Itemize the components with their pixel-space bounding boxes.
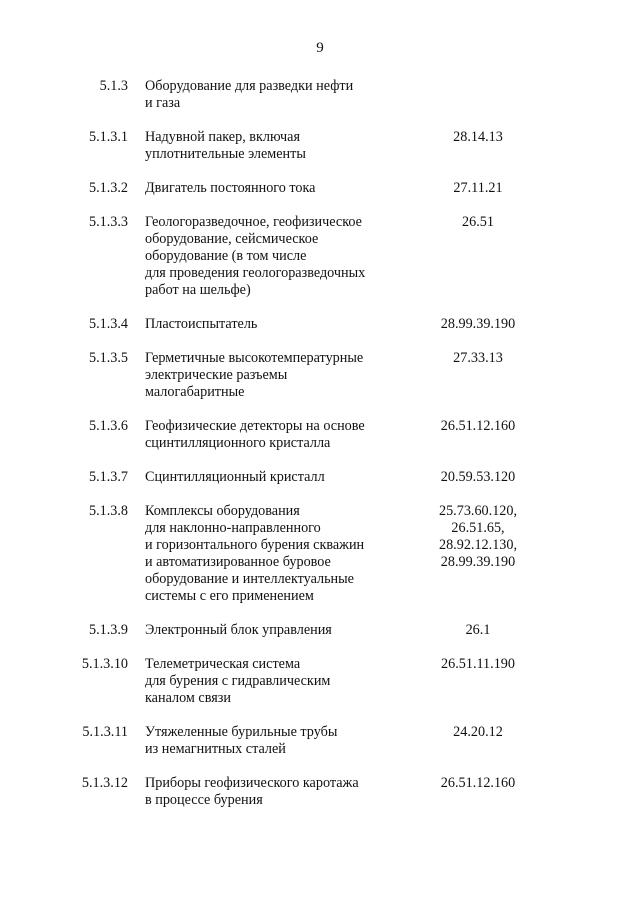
entry-description	[145, 350, 405, 401]
entry-code	[405, 180, 551, 197]
entry-description	[145, 316, 405, 333]
entry-row	[0, 180, 640, 197]
description-line: из немагнитных сталей	[145, 741, 286, 757]
entry-code	[405, 622, 551, 639]
entry-number: 5.1.3.12	[81, 775, 128, 791]
entry-code	[405, 214, 551, 231]
entry-row	[0, 214, 640, 299]
code-line: 28.14.13	[453, 129, 503, 145]
description-line: Герметичные высокотемпературные	[145, 350, 364, 366]
description-line: и горизонтального бурения скважин	[145, 537, 365, 553]
description-line: оборудование и интеллектуальные	[145, 571, 354, 587]
description-line: Двигатель постоянного тока	[145, 180, 316, 196]
description-line: Сцинтилляционный кристалл	[145, 469, 325, 485]
entry-description	[145, 469, 405, 486]
entry-description	[145, 129, 405, 163]
description-line: Электронный блок управления	[145, 622, 332, 638]
description-line: оборудование (в том числе	[145, 248, 307, 264]
entry-code	[405, 418, 551, 435]
description-line: в процессе бурения	[145, 792, 263, 808]
description-line: каналом связи	[145, 690, 231, 706]
code-line: 27.11.21	[453, 180, 503, 196]
entry-code	[405, 724, 551, 741]
code-line: 28.92.12.130,	[438, 537, 518, 553]
code-line: 20.59.53.120	[440, 469, 516, 485]
entry-row	[0, 724, 640, 758]
description-line: Утяжеленные бурильные трубы	[145, 724, 338, 740]
code-line: 26.51.11.190	[441, 656, 515, 672]
entry-code	[405, 350, 551, 367]
description-line: Надувной пакер, включая	[145, 129, 300, 145]
entry-code	[405, 503, 551, 571]
entry-row	[0, 503, 640, 605]
entry-row	[0, 469, 640, 486]
code-line: 26.1	[465, 622, 491, 638]
entry-number: 5.1.3.9	[88, 622, 128, 638]
code-line: 26.51	[462, 214, 494, 230]
description-line: Комплексы оборудования	[145, 503, 300, 519]
entry-row	[0, 418, 640, 452]
entry-description	[145, 622, 405, 639]
code-line: 28.99.39.190	[440, 554, 516, 570]
code-line: 26.51.12.160	[440, 418, 516, 434]
entries-table	[0, 78, 640, 826]
entry-code	[405, 129, 551, 146]
entry-number: 5.1.3	[99, 78, 128, 94]
entry-description	[145, 503, 405, 605]
description-line: Пластоиспытатель	[145, 316, 258, 332]
description-line: Оборудование для разведки нефти	[145, 78, 354, 94]
description-line: уплотнительные элементы	[145, 146, 306, 162]
entry-description	[145, 656, 405, 707]
description-line: электрические разъемы	[145, 367, 288, 383]
description-line: Геофизические детекторы на основе	[145, 418, 365, 434]
entry-number: 5.1.3.6	[88, 418, 128, 434]
code-line: 26.51.12.160	[440, 775, 516, 791]
entry-row	[0, 622, 640, 639]
entry-description	[145, 418, 405, 452]
description-line: для проведения геологоразведочных	[145, 265, 366, 281]
description-line: системы с его применением	[145, 588, 314, 604]
entry-row	[0, 129, 640, 163]
entry-number: 5.1.3.10	[81, 656, 128, 672]
entry-number: 5.1.3.4	[88, 316, 128, 332]
description-line: работ на шельфе)	[145, 282, 251, 298]
entry-row	[0, 78, 640, 112]
entry-number: 5.1.3.7	[88, 469, 128, 485]
entry-number: 5.1.3.5	[88, 350, 128, 366]
entry-row	[0, 775, 640, 809]
entry-description	[145, 724, 405, 758]
entry-number: 5.1.3.3	[88, 214, 128, 230]
entry-description	[145, 775, 405, 809]
code-line: 27.33.13	[453, 350, 503, 366]
code-line: 24.20.12	[453, 724, 503, 740]
code-line: 28.99.39.190	[440, 316, 516, 332]
description-line: Приборы геофизического каротажа	[145, 775, 359, 791]
page-number: 9	[316, 40, 324, 56]
entry-number: 5.1.3.2	[88, 180, 128, 196]
entry-row	[0, 656, 640, 707]
description-line: и автоматизированное буровое	[145, 554, 331, 570]
entry-row	[0, 350, 640, 401]
description-line: для наклонно-направленного	[145, 520, 321, 536]
entry-code	[405, 656, 551, 673]
entry-number: 5.1.3.8	[88, 503, 128, 519]
description-line: и газа	[145, 95, 181, 111]
entry-code	[405, 775, 551, 792]
description-line: сцинтилляционного кристалла	[145, 435, 331, 451]
code-line: 25.73.60.120,	[438, 503, 518, 519]
entry-number: 5.1.3.11	[82, 724, 128, 740]
entry-code	[405, 316, 551, 333]
description-line: для бурения с гидравлическим	[145, 673, 331, 689]
description-line: Телеметрическая система	[145, 656, 301, 672]
entry-code	[405, 469, 551, 486]
entry-description	[145, 78, 405, 112]
entry-row	[0, 316, 640, 333]
entry-description	[145, 214, 405, 299]
description-line: малогабаритные	[145, 384, 245, 400]
entry-number: 5.1.3.1	[88, 129, 128, 145]
entry-description	[145, 180, 405, 197]
description-line: оборудование, сейсмическое	[145, 231, 319, 247]
code-line: 26.51.65,	[451, 520, 505, 536]
description-line: Геологоразведочное, геофизическое	[145, 214, 362, 230]
